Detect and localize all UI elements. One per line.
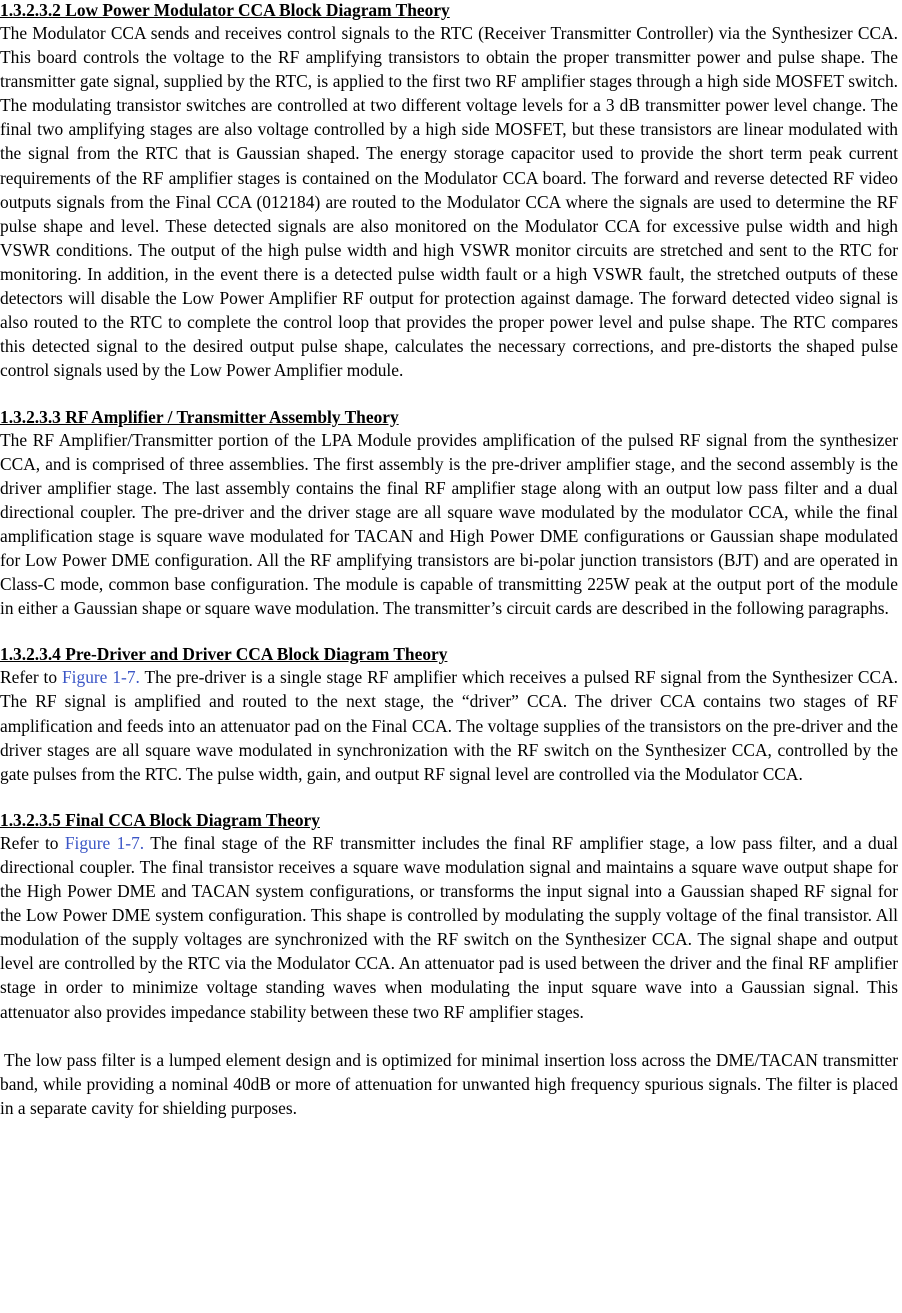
spacer xyxy=(0,382,898,406)
section-body-1-3-2-3-5 xyxy=(0,831,898,1024)
section-heading-1-3-2-3-4: 1.3.2.3.4 Pre-Driver and Driver CCA Block Diagram Theory xyxy=(0,644,448,665)
refer-text: Refer to xyxy=(0,832,65,853)
section-body-1-3-2-3-4 xyxy=(0,665,898,785)
refer-text: Refer to xyxy=(0,667,62,688)
figure-link[interactable]: Figure 1-7. xyxy=(62,667,140,688)
figure-link[interactable]: Figure 1-7. xyxy=(64,832,145,853)
body-text: The pre-driver is a single stage RF amplifier which receives a pulsed RF signal from the Synthesizer CCA. The RF signal is amplified and routed to the next stage, the “driver” CCA. The driver CCA contains two stages of RF amplification and feeds into an attenuator pad on the Final CCA. The voltage supplies of the transistors on the pre-driver and the driver stages are all square wave modulated in synchronization with the RF switch on the Synthesizer CCA, controlled by the gate pulses from the RTC. The pulse width, gain, and output RF signal level are controlled via the Modulator CCA. xyxy=(0,667,898,784)
spacer xyxy=(0,786,898,810)
spacer xyxy=(0,1024,898,1048)
section-heading-1-3-2-3-2: 1.3.2.3.2 Low Power Modulator CCA Block Diagram Theory xyxy=(0,0,450,20)
section-heading-1-3-2-3-3: 1.3.2.3.3 RF Amplifier / Transmitter Assembly Theory xyxy=(0,406,399,427)
body-text: The final stage of the RF transmitter includes the final RF amplifier stage, a low pass filter, and a dual directional coupler. The final transistor receives a square wave modulation signal and maintains a square wave output shape for the High Power DME and TACAN system configurations, or transforms the input signal into a Gaussian shaped RF signal for the Low Power DME system configuration. This shape is controlled by modulating the supply voltage of the final transistor. All modulation of the supply voltages are synchronized with the RF switch on the Synthesizer CCA. The signal shape and output level are controlled by the RTC via the Modulator CCA. An attenuator pad is used between the driver and the final RF amplifier stage in order to minimize voltage standing waves when modulating the input square wave into a Gaussian signal. This attenuator also provides impedance stability between these two RF amplifier stages. xyxy=(0,832,898,1022)
section-body-low-pass-filter: The low pass filter is a lumped element design and is optimized for minimal insertion loss across the DME/TACAN transmitter band, while providing a nominal 40dB or more of attenuation for unwanted high frequency spurious signals. The filter is placed in a separate cavity for shielding purposes. xyxy=(0,1049,898,1118)
section-body-1-3-2-3-2: The Modulator CCA sends and receives control signals to the RTC (Receiver Transmitter Controller) via the Synthesizer CCA. This board controls the voltage to the RF amplifying transistors to obtain the proper transmitter power and pulse shape. The transmitter gate signal, supplied by the RTC, is applied to the first two RF amplifier stages through a high side MOSFET switch. The modulating transistor switches are controlled at two different voltage levels for a 3 dB transmitter power level change. The final two amplifying stages are also voltage controlled by a high side MOSFET, but these transistors are linear modulated with the signal from the RTC that is Gaussian shaped. The energy storage capacitor used to provide the short term peak current requirements of the RF amplifier stages is contained on the Modulator CCA board. The forward and reverse detected RF video outputs signals from the Final CCA (012184) are routed to the Modulator CCA where the signals are used to determine the RF pulse shape and level. These detected signals are also monitored on the Modulator CCA for excessive pulse width and high VSWR conditions. The output of the high pulse width and high VSWR monitor circuits are stretched and sent to the RTC for monitoring. In addition, in the event there is a detected pulse width fault or a high VSWR fault, the stretched outputs of these detectors will disable the Low Power Amplifier RF output for protection against damage. The forward detected video signal is also routed to the RTC to complete the control loop that provides the proper power level and pulse shape. The RTC compares this detected signal to the desired output pulse shape, calculates the necessary corrections, and pre-distorts the shaped pulse control signals used by the Low Power Amplifier module. xyxy=(0,23,898,381)
section-body-1-3-2-3-3: The RF Amplifier/Transmitter portion of the LPA Module provides amplification of the pulsed RF signal from the synthesizer CCA, and is comprised of three assemblies. The first assembly is the pre-driver amplifier stage, and the second assembly is the driver amplifier stage. The last assembly contains the final RF amplifier stage along with an output low pass filter and a dual directional coupler. The pre-driver and the driver stage are all square wave modulated by the modulator CCA, while the final amplification stage is square wave modulated for TACAN and High Power DME configurations or Gaussian shape modulated for Low Power DME configuration. All the RF amplifying transistors are bi-polar junction transistors (BJT) and are operated in Class-C mode, common base configuration. The module is capable of transmitting 225W peak at the output port of the module in either a Gaussian shape or square wave modulation. The transmitter’s circuit cards are described in the following paragraphs. xyxy=(0,429,898,619)
section-heading-1-3-2-3-5: 1.3.2.3.5 Final CCA Block Diagram Theory xyxy=(0,809,320,830)
spacer xyxy=(0,620,898,644)
